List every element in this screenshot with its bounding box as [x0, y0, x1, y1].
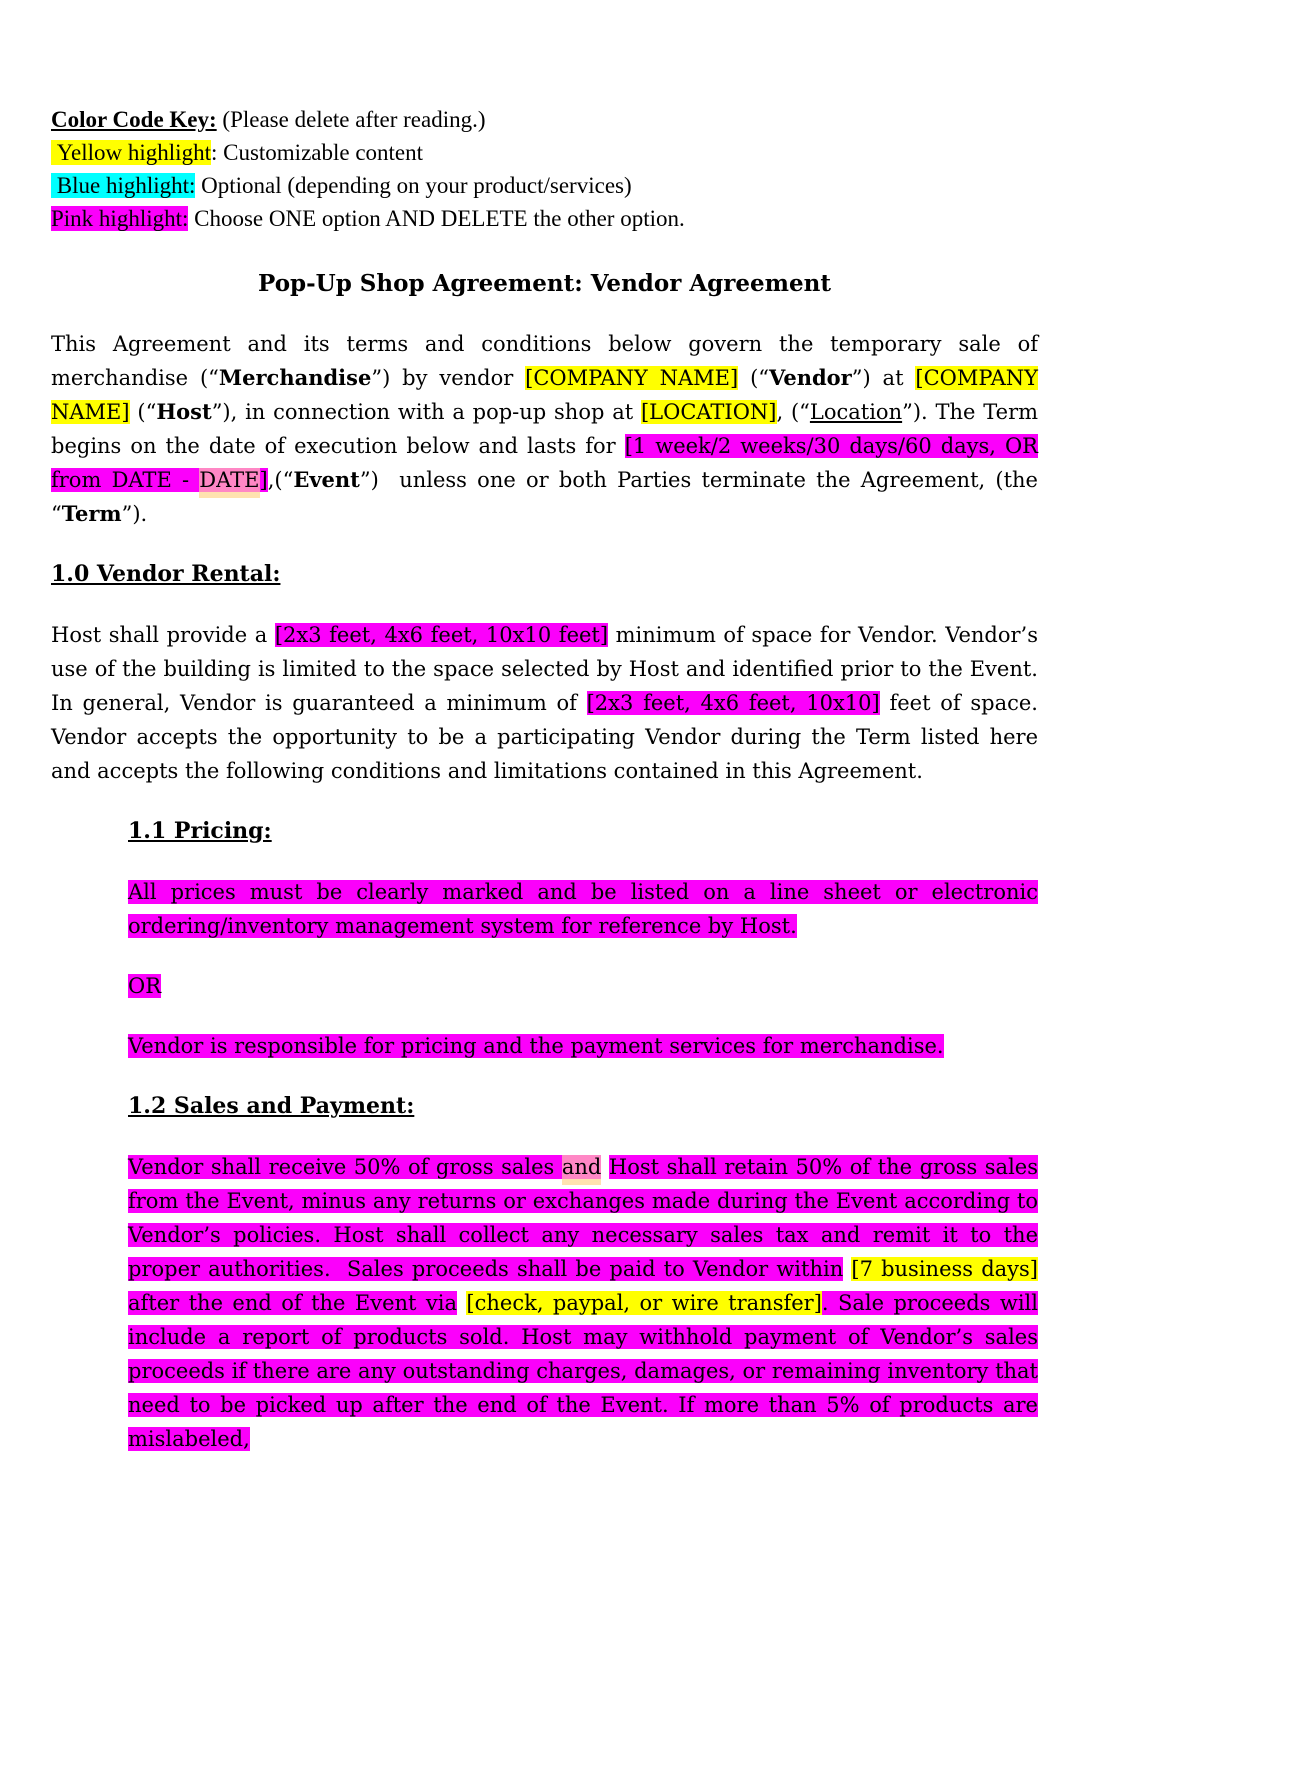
- text-segment: , (“: [776, 400, 810, 424]
- text-segment-hl-magenta: [2x3 feet, 4x6 feet, 10x10]: [586, 691, 880, 715]
- document-title: Pop-Up Shop Agreement: Vendor Agreement: [258, 270, 831, 297]
- text-segment: ”) by vendor: [371, 366, 526, 390]
- text-segment: ”) unless one or both Parties terminate the Agreement, (the “: [51, 468, 1038, 526]
- text-segment: ”), in connection with a pop-up shop at: [211, 400, 641, 424]
- section-pricing-option-1: [128, 875, 1038, 943]
- text-segment-hl-magenta: Host shall retain 50% of the gross sales from the Event, minus any returns or exchanges made during the Event according to Vendor’s policies. Host shall collect any necessary sales tax and remit it to the proper authorities. Sales proceeds shall be paid to Vendor within: [128, 1155, 1038, 1281]
- color-code-key: [51, 103, 1038, 235]
- text-segment-bold: Event: [293, 467, 360, 492]
- text-segment: [457, 1291, 466, 1315]
- text-segment: : Customizable content: [210, 140, 424, 165]
- text-segment: Optional (depending on your product/services): [195, 173, 632, 198]
- text-segment-hl-cyan: Blue highlight:: [51, 173, 196, 198]
- text-segment: ”). The Term begins on the date of execution below and lasts for: [51, 400, 1039, 458]
- text-segment: (“: [129, 400, 157, 424]
- text-segment-bold: Vendor: [769, 365, 852, 390]
- text-segment-hl-yellow: [LOCATION]: [640, 400, 777, 424]
- text-segment-hl-magenta: after the end of the Event via: [128, 1291, 457, 1315]
- text-segment: minimum of space for Vendor. Vendor’s use of the building is limited to the space selected by Host and identified prior to the Event. In general, Vendor is guaranteed a minimum of: [51, 623, 1038, 715]
- text-segment: ,(“: [267, 468, 294, 492]
- section-pricing-option-2: [128, 1029, 1038, 1063]
- section-pricing-heading-text: 1.1 Pricing:: [128, 818, 272, 844]
- text-segment-bold: Merchandise: [218, 365, 372, 390]
- text-segment: Host shall provide a: [51, 623, 275, 647]
- text-segment-underline: Location: [809, 400, 903, 424]
- text-segment-hl-magenta: . Sale proceeds will include a report of products sold. Host may withhold payment of Vendor’s sales proceeds if there are any outstanding charges, damages, or remaining inventory that need to be picked up after the end of the Event. If more than 5% of products are mislabeled,: [128, 1291, 1038, 1451]
- text-segment-hl-yellow: [COMPANY NAME]: [525, 366, 739, 390]
- section-vendor-rental-body: [51, 618, 1038, 788]
- text-segment: Choose ONE option AND DELETE the other option.: [188, 206, 685, 231]
- text-segment-hl-magenta: [1 week/2 weeks/30 days/60 days, OR from DATE -: [51, 434, 1038, 492]
- text-segment-hl-magenta: Vendor is responsible for pricing and the payment services for merchandise.: [128, 1034, 944, 1058]
- text-segment-hl-yellow: [COMPANY NAME]: [51, 366, 1038, 424]
- color-code-key-yellow-line: [51, 136, 1038, 169]
- text-segment-hl-pink: and: [561, 1155, 602, 1179]
- text-segment: ”) at: [851, 366, 916, 390]
- section-vendor-rental-heading: [51, 557, 1038, 592]
- text-segment-hl-yellow: Yellow highlight: [51, 140, 211, 165]
- color-code-key-heading-line: [51, 103, 1038, 136]
- text-segment-hl-magenta: OR: [128, 974, 162, 998]
- text-segment: (“: [738, 366, 769, 390]
- text-segment-hl-yellow: [7 business days]: [851, 1257, 1038, 1281]
- text-segment: ”).: [121, 502, 148, 526]
- text-segment-bold: Term: [61, 501, 122, 526]
- text-segment: (Please delete after reading.): [216, 107, 486, 132]
- text-segment-hl-magenta: Pink highlight:: [51, 206, 189, 231]
- text-segment-bold: Host: [156, 399, 212, 424]
- text-segment-hl-magenta: Vendor shall receive 50% of gross sales: [128, 1155, 562, 1179]
- section-pricing-heading: [128, 814, 1038, 849]
- text-segment: feet of space. Vendor accepts the opportunity to be a participating Vendor during the Term listed here and accepts the following conditions and limitations contained in this Agreement.: [51, 691, 1038, 783]
- section-sales-payment-heading-text: 1.2 Sales and Payment:: [128, 1093, 415, 1119]
- section-pricing-or: [128, 969, 1038, 1003]
- text-segment-hl-pink: DATE: [199, 468, 260, 492]
- text-segment-bold: Color Code Key:: [51, 107, 217, 132]
- section-vendor-rental-heading-text: 1.0 Vendor Rental:: [51, 561, 281, 587]
- section-sales-payment-body: [128, 1150, 1038, 1456]
- color-code-key-blue-line: [51, 169, 1038, 202]
- section-sales-payment-heading: [128, 1089, 1038, 1124]
- text-segment: This Agreement and its terms and conditions below govern the temporary sale of merchandise (“: [51, 332, 1038, 390]
- text-segment-hl-yellow: [check, paypal, or wire transfer]: [466, 1291, 822, 1315]
- text-segment-hl-magenta: All prices must be clearly marked and be listed on a line sheet or electronic ordering/inventory management system for reference by Host.: [128, 880, 1038, 938]
- color-code-key-pink-line: [51, 202, 1038, 235]
- subsections: [128, 814, 1038, 1456]
- text-segment: [601, 1155, 609, 1179]
- text-segment-hl-magenta: [2x3 feet, 4x6 feet, 10x10 feet]: [274, 623, 609, 647]
- text-segment-hl-magenta: ]: [259, 468, 268, 492]
- intro-paragraph: [51, 327, 1038, 531]
